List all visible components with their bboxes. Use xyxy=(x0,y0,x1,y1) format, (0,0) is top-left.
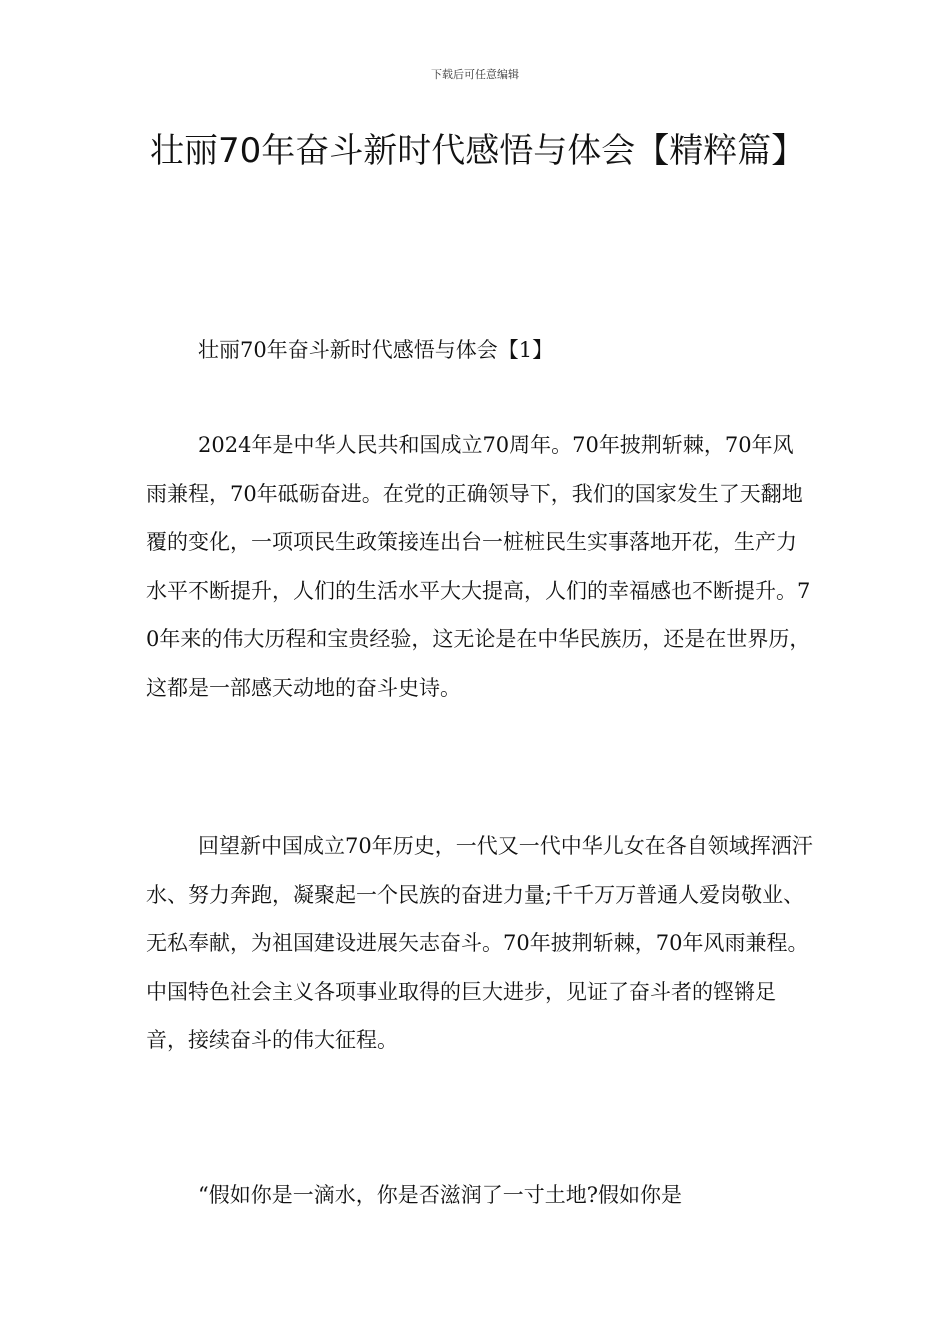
section-heading: 壮丽70年奋斗新时代感悟与体会【1】 xyxy=(198,338,554,362)
paragraph-1: 2024年是中华人民共和国成立70周年。70年披荆斩棘，70年风雨兼程，70年砥砺奋进。在党的正确领导下，我们的国家发生了天翻地覆的变化，一项项民生政策接连出台一桩桩民生实事落地开花，生产力水平不断提升，人们的生活水平大大提高，人们的幸福感也不断提升。70年来的伟大历程和宝贵经验，这无论是在中华民族历，还是在世界历，这都是一部感天动地的奋斗史诗。 xyxy=(146,433,811,700)
document-title: 壮丽70年奋斗新时代感悟与体会【精粹篇】 xyxy=(150,131,806,171)
paragraph-3: “假如你是一滴水，你是否滋润了一寸土地?假如你是 xyxy=(198,1183,682,1207)
paragraph-2: 回望新中国成立70年历史，一代又一代中华儿女在各自领域挥洒汗水、努力奔跑，凝聚起一个民族的奋进力量;千千万万普通人爱岗敬业、无私奉献，为祖国建设进展矢志奋斗。70年披荆斩棘，70年风雨兼程。中国特色社会主义各项事业取得的巨大进步，见证了奋斗者的铿锵足音，接续奋斗的伟大征程。 xyxy=(146,834,813,1052)
header-note: 下载后可任意编辑 xyxy=(431,68,519,81)
